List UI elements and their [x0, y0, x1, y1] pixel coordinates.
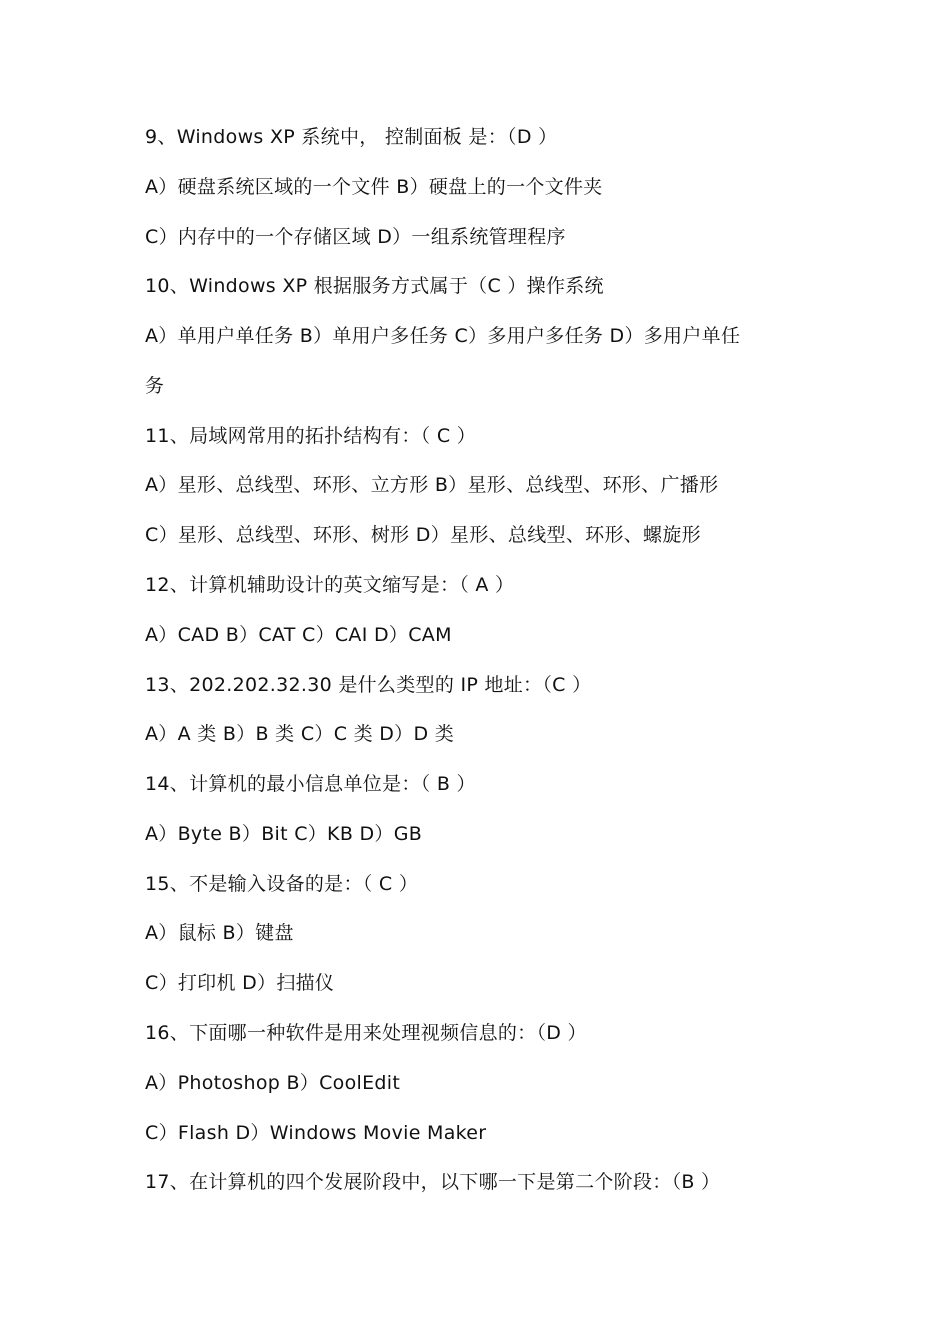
question-9: 9、Windows XP 系统中， 控制面板 是：（D ） — [145, 126, 558, 148]
question-10-options-wrap: 务 — [145, 375, 165, 397]
question-11-options-cd: C）星形、总线型、环形、树形 D）星形、总线型、环形、螺旋形 — [145, 524, 701, 546]
question-15-options-ab: A）鼠标 B）键盘 — [145, 922, 294, 944]
question-12: 12、计算机辅助设计的英文缩写是：（ A ） — [145, 574, 515, 596]
question-13: 13、202.202.32.30 是什么类型的 IP 地址：（C ） — [145, 674, 592, 696]
question-15: 15、不是输入设备的是：（ C ） — [145, 873, 419, 895]
question-16-options-cd: C）Flash D）Windows Movie Maker — [145, 1122, 487, 1144]
question-14-options: A）Byte B）Bit C）KB D）GB — [145, 823, 423, 845]
question-14: 14、计算机的最小信息单位是：（ B ） — [145, 773, 476, 795]
question-9-options-cd: C）内存中的一个存储区域 D）一组系统管理程序 — [145, 226, 566, 248]
question-10-options: A）单用户单任务 B）单用户多任务 C）多用户多任务 D）多用户单任 — [145, 325, 741, 347]
question-16-options-ab: A）Photoshop B）CoolEdit — [145, 1072, 401, 1094]
question-13-options: A）A 类 B）B 类 C）C 类 D）D 类 — [145, 723, 455, 745]
question-12-options: A）CAD B）CAT C）CAI D）CAM — [145, 624, 452, 646]
question-15-options-cd: C）打印机 D）扫描仪 — [145, 972, 335, 994]
question-11: 11、局域网常用的拓扑结构有：（ C ） — [145, 425, 477, 447]
question-11-options-ab: A）星形、总线型、环形、立方形 B）星形、总线型、环形、广播形 — [145, 474, 719, 496]
question-9-options-ab: A）硬盘系统区域的一个文件 B）硬盘上的一个文件夹 — [145, 176, 603, 198]
question-16: 16、下面哪一种软件是用来处理视频信息的：（D ） — [145, 1022, 587, 1044]
question-17: 17、在计算机的四个发展阶段中，以下哪一下是第二个阶段：（B ） — [145, 1171, 721, 1193]
question-10: 10、Windows XP 根据服务方式属于（C ）操作系统 — [145, 275, 604, 297]
